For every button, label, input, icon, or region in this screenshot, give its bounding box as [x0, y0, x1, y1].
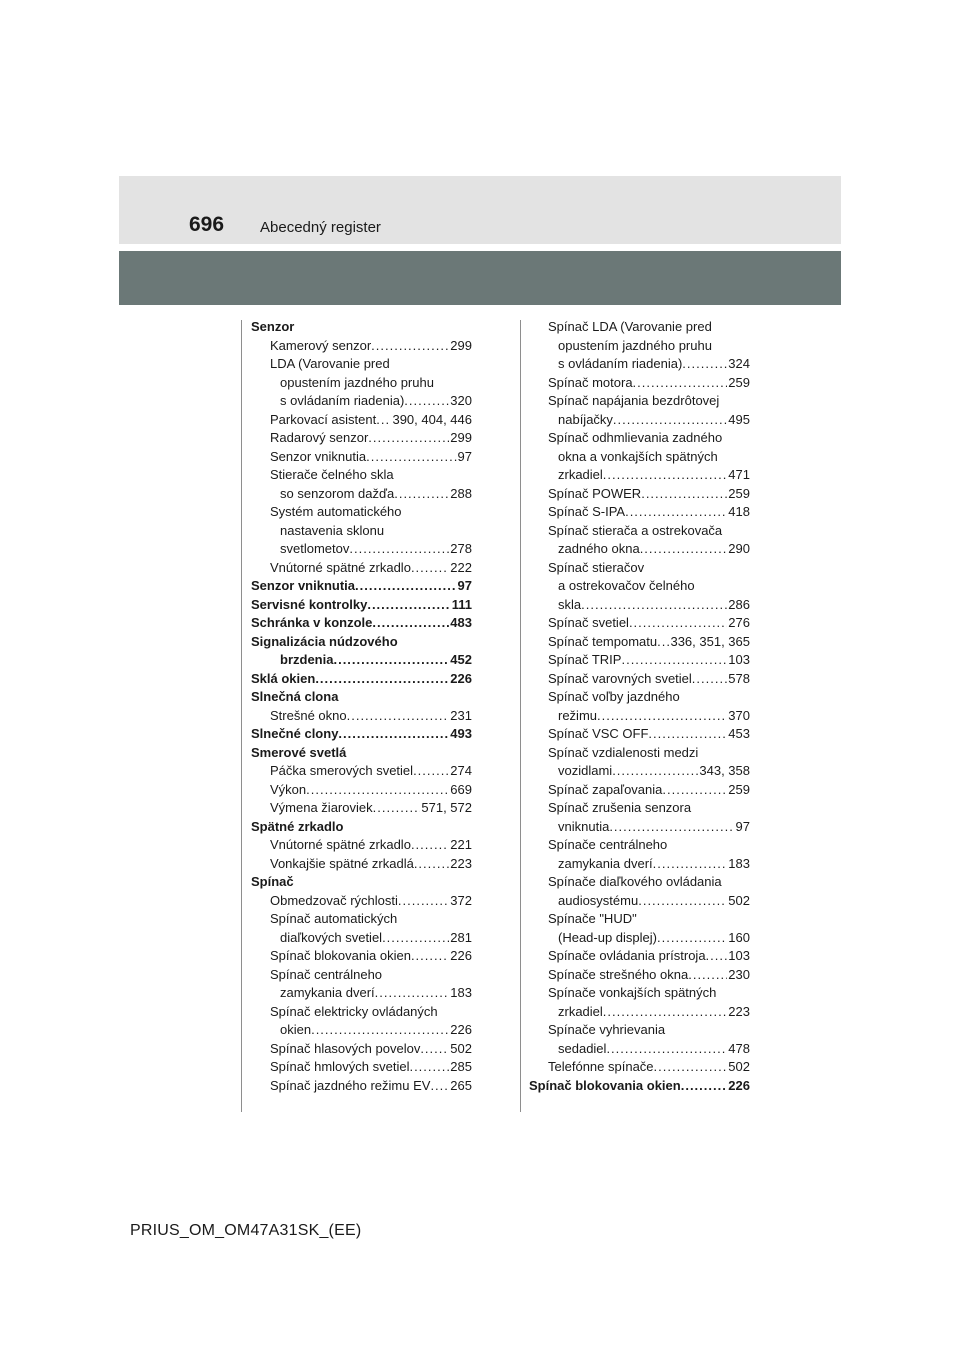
index-entry-page: 478	[728, 1040, 750, 1056]
index-entry-text: Spínač tempomatu	[548, 633, 658, 649]
index-entry-page: 226	[450, 1022, 472, 1037]
index-entry-text: Spínač stierača a ostrekovača	[548, 522, 723, 538]
dot-leader	[347, 707, 450, 726]
dot-leader	[368, 429, 449, 448]
index-column-right	[529, 318, 750, 1095]
index-entry	[251, 984, 472, 1003]
index-entry-page: 453	[728, 726, 750, 741]
index-entry-text: zadného okna	[558, 541, 640, 556]
dot-leader	[411, 947, 449, 966]
index-entry-text: Senzor vniknutia	[270, 448, 367, 464]
column-divider-left	[241, 320, 242, 1112]
index-entry	[251, 633, 472, 652]
index-entry	[251, 707, 472, 726]
index-entry-text: Spínač hmlových svetiel	[270, 1059, 410, 1074]
dot-leader	[640, 540, 728, 559]
index-entry-page: 299	[450, 430, 472, 445]
dot-leader	[638, 892, 727, 911]
dot-leader	[612, 762, 698, 781]
dot-leader	[633, 374, 728, 393]
index-entry	[251, 318, 472, 337]
index-entry	[529, 799, 750, 818]
dot-leader	[355, 577, 457, 596]
index-entry-page: 343, 358	[699, 763, 750, 778]
dot-leader	[692, 670, 728, 689]
index-entry-text: svetlometov	[280, 541, 350, 556]
index-entry	[251, 559, 472, 578]
index-entry	[529, 781, 750, 800]
index-entry-text: Spínač elektricky ovládaných	[270, 1003, 438, 1019]
index-entry	[251, 670, 472, 689]
index-entry	[251, 688, 472, 707]
dot-leader	[625, 503, 727, 522]
dot-leader	[706, 947, 728, 966]
index-entry	[529, 651, 750, 670]
dot-leader	[597, 707, 727, 726]
index-entry-text: a ostrekovačov čelného	[558, 578, 695, 593]
index-entry	[251, 522, 472, 541]
index-entry-page: 111	[451, 596, 472, 612]
index-entry-page: 336, 351, 365	[670, 633, 750, 649]
index-entry	[251, 614, 472, 633]
index-entry-text: so senzorom dažďa	[280, 485, 395, 501]
index-entry-page: 471	[728, 467, 750, 482]
index-entry	[529, 466, 750, 485]
index-entry-page: 324	[728, 356, 750, 371]
index-entry	[529, 577, 750, 596]
dot-leader	[338, 725, 449, 744]
index-entry	[251, 1021, 472, 1040]
index-column-left	[251, 318, 472, 1095]
index-entry-page: 103	[728, 652, 750, 667]
index-entry	[251, 503, 472, 522]
dot-leader	[411, 836, 449, 855]
index-entry-text: diaľkových svetiel	[280, 929, 383, 945]
index-entry	[529, 411, 750, 430]
index-entry-text: Spínač varovných svetiel	[548, 670, 692, 686]
index-entry-page: 502	[728, 1059, 750, 1074]
index-entry-text: Servisné kontrolky	[251, 596, 368, 612]
index-entry-text: nastavenia sklonu	[280, 522, 385, 538]
index-entry	[251, 1058, 472, 1077]
index-entry-text: Spínač blokovania okien	[270, 948, 411, 963]
index-entry	[251, 411, 472, 430]
index-entry-text: Spínač VSC OFF	[548, 726, 649, 741]
index-entry	[529, 1058, 750, 1077]
index-entry	[251, 873, 472, 892]
index-entry	[529, 485, 750, 504]
index-entry-text: Spínač TRIP	[548, 652, 622, 667]
index-entry	[251, 392, 472, 411]
index-entry-page: 495	[728, 411, 750, 427]
index-entry	[529, 1003, 750, 1022]
index-entry-text: Spínače "HUD"	[548, 911, 637, 926]
index-entry	[529, 540, 750, 559]
index-entry-page: 226	[450, 670, 472, 686]
index-entry-text: Senzor	[251, 319, 295, 334]
index-entry	[251, 429, 472, 448]
dot-leader	[581, 596, 727, 615]
index-entry	[529, 1040, 750, 1059]
index-entry-page: 452	[450, 652, 472, 667]
index-entry-text: skla	[558, 596, 582, 612]
section-title: Abecedný register	[260, 219, 381, 236]
header-band	[119, 176, 841, 244]
index-entry-text: Obmedzovač rýchlosti	[270, 892, 398, 908]
index-entry-page: 370	[728, 707, 750, 723]
dot-leader	[648, 725, 727, 744]
index-entry-text: sedadiel	[558, 1040, 607, 1056]
index-entry-page: 390, 404, 446	[392, 411, 472, 427]
index-entry-text: Spínač automatických	[270, 911, 398, 926]
column-divider-middle	[520, 320, 521, 1112]
index-entry	[251, 540, 472, 559]
index-entry-text: Spínač vzdialenosti medzi	[548, 744, 699, 760]
index-entry	[251, 966, 472, 985]
index-entry	[529, 966, 750, 985]
index-entry	[251, 337, 472, 356]
index-entry-text: Spínač motora	[548, 374, 633, 390]
index-entry-text: Vonkajšie spätné zrkadlá	[270, 855, 414, 871]
index-entry-text: Spínače vyhrievania	[548, 1022, 666, 1037]
dot-leader	[311, 1021, 449, 1040]
index-entry-page: 320	[450, 393, 472, 408]
index-entry-text: Spínač odhmlievania zadného	[548, 430, 723, 445]
index-entry-text: Spínače vonkajších spätných	[548, 985, 717, 1000]
index-entry-page: 571, 572	[421, 800, 472, 815]
document-code: PRIUS_OM_OM47A31SK_(EE)	[130, 1222, 362, 1239]
index-entry-text: Sklá okien	[251, 670, 316, 686]
index-entry-text: zrkadiel	[558, 467, 603, 482]
index-entry	[529, 855, 750, 874]
dot-leader	[409, 1058, 449, 1077]
index-entry	[529, 355, 750, 374]
dot-leader	[657, 633, 669, 652]
index-entry	[251, 355, 472, 374]
dot-leader	[603, 1003, 728, 1022]
index-entry	[529, 614, 750, 633]
index-entry	[529, 392, 750, 411]
dot-leader	[376, 411, 391, 430]
index-entry-text: Spínač napájania bezdrôtovej	[548, 393, 720, 408]
dot-leader	[349, 540, 449, 559]
index-entry	[529, 522, 750, 541]
dot-leader	[366, 448, 456, 467]
dot-leader	[609, 818, 734, 837]
index-entry	[529, 892, 750, 911]
index-entry	[529, 429, 750, 448]
dot-leader	[411, 559, 449, 578]
index-entry-text: brzdenia	[280, 652, 334, 667]
index-entry-page: 97	[457, 448, 472, 464]
index-entry	[251, 744, 472, 763]
index-entry-page: 288	[450, 485, 472, 501]
index-entry-text: Spätné zrkadlo	[251, 818, 344, 834]
dot-leader	[394, 485, 449, 504]
index-entry	[529, 984, 750, 1003]
index-entry-page: 160	[728, 929, 750, 945]
index-entry-page: 183	[450, 985, 472, 1000]
dot-leader	[306, 781, 449, 800]
index-entry	[529, 633, 750, 652]
index-entry	[251, 799, 472, 818]
index-entry-page: 223	[450, 855, 472, 871]
index-entry	[251, 929, 472, 948]
index-entry-page: 231	[450, 707, 472, 723]
index-entry	[529, 873, 750, 892]
index-entry-page: 221	[450, 837, 472, 852]
index-entry-text: vozidlami	[558, 763, 613, 778]
index-entry-text: Spínač svetiel	[548, 615, 629, 630]
dot-leader	[654, 1058, 728, 1077]
dot-leader	[398, 892, 449, 911]
index-entry	[529, 744, 750, 763]
index-entry-page: 226	[450, 948, 472, 963]
index-entry-page: 226	[728, 1077, 750, 1093]
index-entry-text: Slnečné clony	[251, 726, 339, 741]
index-entry	[251, 577, 472, 596]
index-entry-text: zamykania dverí	[558, 855, 653, 871]
dot-leader	[404, 392, 449, 411]
index-entry-text: Vnútorné spätné zrkadlo	[270, 837, 411, 852]
dot-leader	[373, 799, 421, 818]
index-entry-page: 502	[728, 892, 750, 908]
dot-leader	[657, 929, 727, 948]
index-entry	[529, 910, 750, 929]
index-entry	[251, 892, 472, 911]
index-entry	[251, 855, 472, 874]
dot-leader	[315, 670, 449, 689]
index-entry-page: 483	[450, 615, 472, 630]
dot-leader	[333, 651, 449, 670]
index-entry-page: 493	[450, 726, 472, 741]
index-entry	[251, 1077, 472, 1096]
index-entry	[251, 836, 472, 855]
page-number: 696	[189, 213, 225, 236]
index-entry-page: 372	[450, 892, 472, 908]
index-entry-text: Radarový senzor	[270, 430, 369, 445]
index-entry	[529, 836, 750, 855]
index-entry	[251, 374, 472, 393]
index-entry	[251, 651, 472, 670]
index-entry-text: zrkadiel	[558, 1003, 603, 1019]
index-entry-text: Spínač blokovania okien	[529, 1077, 681, 1093]
dot-leader	[662, 781, 727, 800]
dot-leader	[682, 355, 727, 374]
index-entry	[529, 337, 750, 356]
dot-leader	[375, 984, 450, 1003]
dot-leader	[371, 337, 449, 356]
index-entry-page: 578	[728, 670, 750, 686]
index-entry-text: Spínač voľby jazdného	[548, 689, 680, 704]
index-entry	[529, 947, 750, 966]
index-entry-page: 259	[728, 485, 750, 501]
index-entry-text: Stierače čelného skla	[270, 467, 394, 482]
index-entry-page: 103	[728, 948, 750, 963]
index-entry-page: 286	[728, 596, 750, 612]
dot-leader	[382, 929, 449, 948]
dot-leader	[413, 762, 449, 781]
index-entry	[251, 466, 472, 485]
index-entry	[251, 910, 472, 929]
index-entry-page: 502	[450, 1040, 472, 1056]
index-entry-page: 278	[450, 541, 472, 556]
index-entry	[251, 485, 472, 504]
index-entry-page: 230	[728, 966, 750, 982]
dot-leader	[606, 1040, 727, 1059]
index-entry	[529, 707, 750, 726]
dot-leader	[653, 855, 728, 874]
index-entry-text: vniknutia	[558, 818, 610, 834]
index-entry-text: Páčka smerových svetiel	[270, 763, 414, 778]
index-entry-text: Výmena žiaroviek	[270, 800, 373, 815]
index-entry-text: okien	[280, 1022, 312, 1037]
index-entry	[529, 1077, 750, 1096]
index-entry	[251, 1003, 472, 1022]
dot-leader	[603, 466, 728, 485]
index-entry	[251, 596, 472, 615]
dot-leader	[414, 855, 449, 874]
dot-leader	[688, 966, 727, 985]
index-entry-page: 299	[450, 337, 472, 353]
index-entry-page: 265	[450, 1077, 472, 1093]
index-entry-text: okna a vonkajších spätných	[558, 448, 718, 464]
index-entry-text: Spínač POWER	[548, 485, 642, 501]
index-entry-page: 276	[728, 615, 750, 630]
dot-leader	[367, 596, 450, 615]
index-entry-text: Strešné okno	[270, 707, 347, 723]
index-entry-text: Parkovací asistent	[270, 411, 377, 427]
index-entry	[529, 670, 750, 689]
index-entry-text: Signalizácia núdzového	[251, 633, 398, 649]
index-entry	[529, 503, 750, 522]
index-entry	[251, 1040, 472, 1059]
index-entry	[529, 559, 750, 578]
dot-leader	[681, 1077, 728, 1096]
index-entry-text: Spínač zapaľovania	[548, 781, 663, 797]
index-entry	[529, 596, 750, 615]
index-entry	[529, 818, 750, 837]
index-entry-text: (Head-up displej)	[558, 929, 657, 945]
index-entry-text: režimu	[558, 707, 598, 723]
index-entry-text: LDA (Varovanie pred	[270, 356, 390, 371]
index-entry	[529, 448, 750, 467]
index-entry-text: audiosystému	[558, 892, 639, 908]
index-entry	[251, 448, 472, 467]
index-entry-text: Spínač LDA (Varovanie pred	[548, 319, 712, 334]
index-entry-page: 281	[450, 929, 472, 945]
index-entry	[529, 725, 750, 744]
index-entry-text: Spínač stieračov	[548, 559, 645, 575]
index-entry	[529, 688, 750, 707]
index-entry	[251, 781, 472, 800]
index-entry-text: Systém automatického	[270, 504, 402, 519]
index-entry-text: Spínače centrálneho	[548, 837, 668, 852]
index-entry-text: Slnečná clona	[251, 689, 339, 704]
index-entry-page: 274	[450, 763, 472, 778]
index-entry-text: opustením jazdného pruhu	[280, 374, 434, 390]
index-entry-text: Senzor vniknutia	[251, 578, 356, 593]
index-entry	[251, 818, 472, 837]
index-entry-text: Kamerový senzor	[270, 337, 372, 353]
index-entry-page: 183	[728, 855, 750, 871]
index-entry	[529, 762, 750, 781]
index-entry-text: Schránka v konzole	[251, 615, 373, 630]
index-entry-text: Spínače strešného okna	[548, 966, 689, 982]
index-entry-text: s ovládaním riadenia)	[558, 356, 683, 371]
index-entry-text: Spínač jazdného režimu EV	[270, 1077, 431, 1093]
index-entry-text: Spínače ovládania prístroja	[548, 948, 706, 963]
index-entry-page: 290	[728, 541, 750, 556]
index-entry-text: Telefónne spínače	[548, 1059, 654, 1074]
index-entry	[251, 947, 472, 966]
section-tab-band	[119, 251, 841, 305]
index-entry-text: Spínač centrálneho	[270, 966, 383, 982]
index-entry-page: 285	[450, 1059, 472, 1074]
index-entry-text: Spínače diaľkového ovládania	[548, 874, 722, 889]
index-entry	[251, 762, 472, 781]
index-entry-text: Smerové svetlá	[251, 744, 347, 760]
dot-leader	[372, 614, 449, 633]
index-entry-page: 259	[728, 781, 750, 797]
index-entry-text: Spínač	[251, 874, 294, 889]
index-entry	[529, 318, 750, 337]
index-entry-page: 97	[735, 818, 750, 834]
dot-leader	[430, 1077, 449, 1096]
index-entry	[251, 725, 472, 744]
dot-leader	[629, 614, 727, 633]
index-entry-text: opustením jazdného pruhu	[558, 337, 712, 353]
index-entry-text: Spínač hlasových povelov	[270, 1040, 421, 1056]
index-entry	[529, 374, 750, 393]
index-entry	[529, 929, 750, 948]
index-entry-text: nabíjačky	[558, 411, 613, 427]
index-entry-text: zamykania dverí	[280, 985, 375, 1000]
index-entry-page: 669	[450, 781, 472, 797]
dot-leader	[641, 485, 727, 504]
dot-leader	[621, 651, 727, 670]
dot-leader	[420, 1040, 449, 1059]
dot-leader	[613, 411, 727, 430]
index-entry-page: 223	[728, 1003, 750, 1019]
index-entry-text: s ovládaním riadenia)	[280, 393, 405, 408]
index-entry-page: 97	[457, 578, 472, 593]
index-entry-page: 259	[728, 374, 750, 390]
index-entry-page: 418	[728, 504, 750, 519]
index-entry	[529, 1021, 750, 1040]
index-entry-text: Výkon	[270, 781, 307, 797]
index-entry-text: Spínač S-IPA	[548, 504, 626, 519]
index-entry-page: 222	[450, 559, 472, 575]
index-entry-text: Spínač zrušenia senzora	[548, 800, 692, 815]
index-entry-text: Vnútorné spätné zrkadlo	[270, 559, 411, 575]
